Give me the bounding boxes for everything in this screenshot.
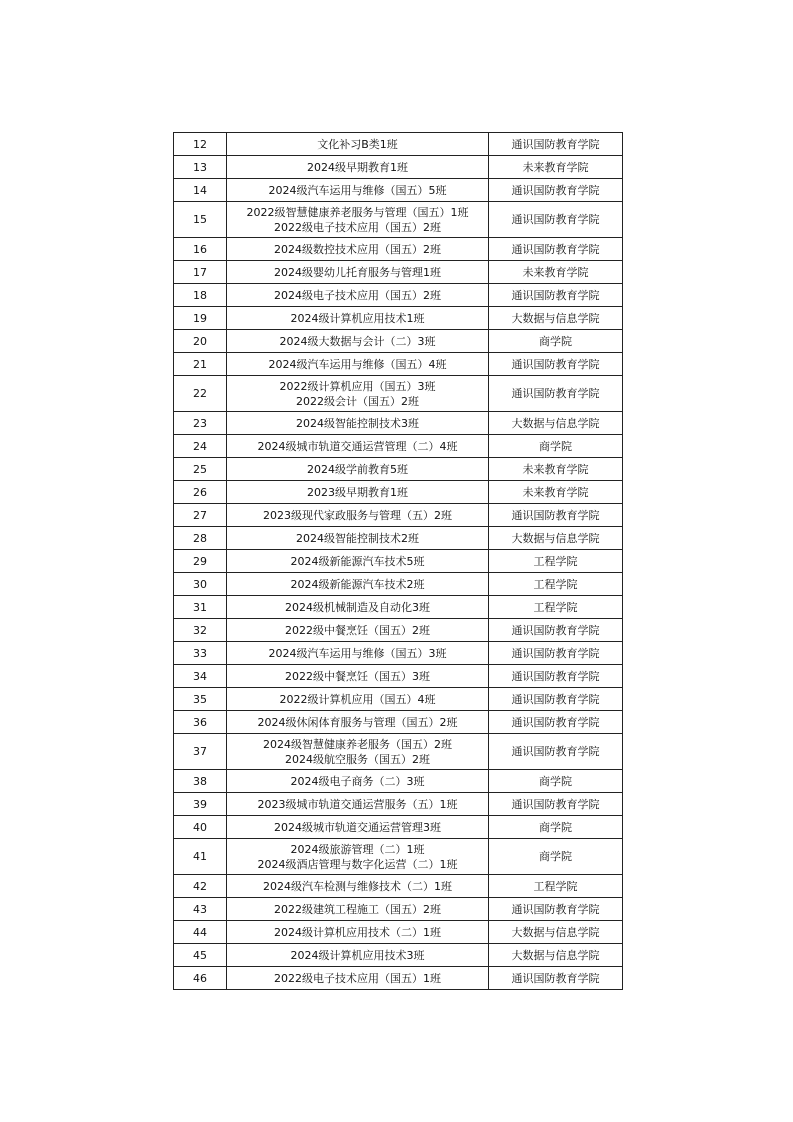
college-cell: 大数据与信息学院	[489, 921, 623, 944]
college-cell: 未来教育学院	[489, 261, 623, 284]
class-name: 2022级智慧健康养老服务与管理（国五）1班	[246, 205, 469, 219]
class-name: 2023级现代家政服务与管理（五）2班	[263, 508, 452, 522]
college-cell: 通识国防教育学院	[489, 642, 623, 665]
row-number-cell: 43	[174, 898, 227, 921]
class-name: 2022级计算机应用（国五）4班	[279, 692, 436, 706]
class-name-cell	[227, 967, 489, 990]
college-cell: 通识国防教育学院	[489, 376, 623, 412]
table-row	[174, 376, 623, 412]
table-row	[174, 550, 623, 573]
row-number-cell: 29	[174, 550, 227, 573]
class-name: 2022级计算机应用（国五）3班	[279, 379, 436, 393]
row-number-cell: 33	[174, 642, 227, 665]
row-number-cell: 14	[174, 179, 227, 202]
class-name-cell	[227, 688, 489, 711]
row-number-cell: 18	[174, 284, 227, 307]
row-number-cell: 12	[174, 133, 227, 156]
class-name: 2023级城市轨道交通运营服务（五）1班	[257, 797, 458, 811]
class-name-cell	[227, 793, 489, 816]
table-row	[174, 307, 623, 330]
class-name: 2022级电子技术应用（国五）1班	[274, 971, 441, 985]
row-number-cell: 25	[174, 458, 227, 481]
class-name-cell	[227, 596, 489, 619]
class-name-cell	[227, 734, 489, 770]
class-name-cell	[227, 839, 489, 875]
class-name-cell	[227, 458, 489, 481]
table-row	[174, 573, 623, 596]
class-name-cell	[227, 619, 489, 642]
class-name-cell	[227, 875, 489, 898]
class-name: 2024级休闲体育服务与管理（国五）2班	[257, 715, 458, 729]
class-name-cell	[227, 156, 489, 179]
row-number-cell: 24	[174, 435, 227, 458]
row-number-cell: 17	[174, 261, 227, 284]
class-name: 2024级数控技术应用（国五）2班	[274, 242, 441, 256]
row-number-cell: 23	[174, 412, 227, 435]
row-number-cell: 21	[174, 353, 227, 376]
class-name-cell	[227, 412, 489, 435]
table-row	[174, 261, 623, 284]
table-row	[174, 353, 623, 376]
table-row	[174, 156, 623, 179]
class-name-cell	[227, 284, 489, 307]
class-name-cell	[227, 944, 489, 967]
class-name-cell	[227, 665, 489, 688]
row-number-cell: 19	[174, 307, 227, 330]
class-name-cell	[227, 550, 489, 573]
class-name-cell	[227, 261, 489, 284]
class-name-cell	[227, 898, 489, 921]
class-name-cell	[227, 481, 489, 504]
college-cell: 通识国防教育学院	[489, 504, 623, 527]
row-number-cell: 30	[174, 573, 227, 596]
class-name: 2022级电子技术应用（国五）2班	[274, 220, 441, 234]
college-cell: 通识国防教育学院	[489, 898, 623, 921]
college-cell: 通识国防教育学院	[489, 284, 623, 307]
row-number-cell: 16	[174, 238, 227, 261]
class-name-cell	[227, 133, 489, 156]
table-row	[174, 458, 623, 481]
class-name: 文化补习B类1班	[317, 137, 398, 151]
table-row	[174, 481, 623, 504]
class-name: 2022级中餐烹饪（国五）2班	[285, 623, 430, 637]
row-number-cell: 37	[174, 734, 227, 770]
class-name: 2024级汽车运用与维修（国五）4班	[268, 357, 447, 371]
class-name-cell	[227, 711, 489, 734]
table-row	[174, 619, 623, 642]
table-row	[174, 793, 623, 816]
table-row	[174, 527, 623, 550]
table-row	[174, 435, 623, 458]
row-number-cell: 22	[174, 376, 227, 412]
row-number-cell: 41	[174, 839, 227, 875]
college-cell: 商学院	[489, 839, 623, 875]
college-cell: 大数据与信息学院	[489, 527, 623, 550]
class-name: 2024级计算机应用技术3班	[290, 948, 425, 962]
class-name: 2024级酒店管理与数字化运营（二）1班	[257, 857, 458, 871]
class-name-cell	[227, 202, 489, 238]
college-cell: 商学院	[489, 330, 623, 353]
table-row	[174, 967, 623, 990]
class-name: 2024级电子商务（二）3班	[290, 774, 425, 788]
class-name: 2024级计算机应用技术（二）1班	[274, 925, 441, 939]
class-name: 2024级计算机应用技术1班	[290, 311, 425, 325]
row-number-cell: 15	[174, 202, 227, 238]
row-number-cell: 28	[174, 527, 227, 550]
college-cell: 大数据与信息学院	[489, 412, 623, 435]
class-name-cell	[227, 921, 489, 944]
table-row	[174, 330, 623, 353]
class-name-cell	[227, 642, 489, 665]
college-cell: 通识国防教育学院	[489, 238, 623, 261]
class-roster-table	[173, 132, 623, 990]
class-name-cell	[227, 307, 489, 330]
table-row	[174, 944, 623, 967]
row-number-cell: 38	[174, 770, 227, 793]
college-cell: 通识国防教育学院	[489, 133, 623, 156]
class-name: 2024级电子技术应用（国五）2班	[274, 288, 441, 302]
college-cell: 大数据与信息学院	[489, 944, 623, 967]
class-name: 2024级学前教育5班	[307, 462, 408, 476]
table-row	[174, 133, 623, 156]
class-name: 2024级汽车检测与维修技术（二）1班	[263, 879, 452, 893]
college-cell: 工程学院	[489, 550, 623, 573]
college-cell: 未来教育学院	[489, 156, 623, 179]
college-cell: 通识国防教育学院	[489, 665, 623, 688]
class-name: 2024级早期教育1班	[307, 160, 408, 174]
college-cell: 商学院	[489, 770, 623, 793]
class-name-cell	[227, 816, 489, 839]
class-name-cell	[227, 353, 489, 376]
table-row	[174, 179, 623, 202]
table-row	[174, 284, 623, 307]
row-number-cell: 34	[174, 665, 227, 688]
class-name: 2024级汽车运用与维修（国五）5班	[268, 183, 447, 197]
college-cell: 大数据与信息学院	[489, 307, 623, 330]
row-number-cell: 32	[174, 619, 227, 642]
college-cell: 通识国防教育学院	[489, 353, 623, 376]
table-row	[174, 596, 623, 619]
class-name: 2024级智能控制技术3班	[296, 416, 419, 430]
college-cell: 通识国防教育学院	[489, 179, 623, 202]
class-name: 2023级早期教育1班	[307, 485, 408, 499]
college-cell: 通识国防教育学院	[489, 734, 623, 770]
row-number-cell: 27	[174, 504, 227, 527]
table-row	[174, 688, 623, 711]
row-number-cell: 31	[174, 596, 227, 619]
class-name: 2024级大数据与会计（二）3班	[279, 334, 436, 348]
row-number-cell: 35	[174, 688, 227, 711]
class-name: 2024级新能源汽车技术5班	[290, 554, 425, 568]
table-row	[174, 238, 623, 261]
table-row	[174, 734, 623, 770]
class-name-cell	[227, 527, 489, 550]
class-name: 2024级城市轨道交通运营管理（二）4班	[257, 439, 458, 453]
class-name: 2024级机械制造及自动化3班	[285, 600, 430, 614]
college-cell: 工程学院	[489, 875, 623, 898]
college-cell: 未来教育学院	[489, 458, 623, 481]
college-cell: 工程学院	[489, 596, 623, 619]
table-row	[174, 665, 623, 688]
college-cell: 通识国防教育学院	[489, 711, 623, 734]
table-row	[174, 839, 623, 875]
class-name: 2024级旅游管理（二）1班	[290, 842, 425, 856]
class-name-cell	[227, 238, 489, 261]
class-name: 2024级新能源汽车技术2班	[290, 577, 425, 591]
row-number-cell: 42	[174, 875, 227, 898]
class-name: 2022级中餐烹饪（国五）3班	[285, 669, 430, 683]
college-cell: 通识国防教育学院	[489, 793, 623, 816]
row-number-cell: 39	[174, 793, 227, 816]
row-number-cell: 40	[174, 816, 227, 839]
table-row	[174, 711, 623, 734]
row-number-cell: 20	[174, 330, 227, 353]
college-cell: 通识国防教育学院	[489, 688, 623, 711]
college-cell: 未来教育学院	[489, 481, 623, 504]
class-name-cell	[227, 573, 489, 596]
class-roster-body	[174, 133, 623, 990]
table-row	[174, 202, 623, 238]
table-row	[174, 412, 623, 435]
row-number-cell: 46	[174, 967, 227, 990]
class-name: 2024级城市轨道交通运营管理3班	[274, 820, 441, 834]
table-row	[174, 504, 623, 527]
class-name: 2024级智慧健康养老服务（国五）2班	[263, 737, 452, 751]
college-cell: 通识国防教育学院	[489, 202, 623, 238]
table-row	[174, 921, 623, 944]
class-name: 2024级航空服务（国五）2班	[285, 752, 430, 766]
college-cell: 通识国防教育学院	[489, 619, 623, 642]
class-name: 2022级建筑工程施工（国五）2班	[274, 902, 441, 916]
class-name-cell	[227, 504, 489, 527]
table-row	[174, 898, 623, 921]
row-number-cell: 45	[174, 944, 227, 967]
class-name: 2024级智能控制技术2班	[296, 531, 419, 545]
row-number-cell: 13	[174, 156, 227, 179]
class-name-cell	[227, 179, 489, 202]
row-number-cell: 36	[174, 711, 227, 734]
class-name-cell	[227, 330, 489, 353]
row-number-cell: 26	[174, 481, 227, 504]
table-row	[174, 642, 623, 665]
college-cell: 工程学院	[489, 573, 623, 596]
class-name-cell	[227, 376, 489, 412]
class-name: 2024级婴幼儿托育服务与管理1班	[274, 265, 441, 279]
college-cell: 商学院	[489, 816, 623, 839]
college-cell: 通识国防教育学院	[489, 967, 623, 990]
college-cell: 商学院	[489, 435, 623, 458]
table-row	[174, 816, 623, 839]
class-name-cell	[227, 770, 489, 793]
class-name-cell	[227, 435, 489, 458]
row-number-cell: 44	[174, 921, 227, 944]
table-row	[174, 770, 623, 793]
table-row	[174, 875, 623, 898]
class-name: 2022级会计（国五）2班	[296, 394, 419, 408]
class-name: 2024级汽车运用与维修（国五）3班	[268, 646, 447, 660]
